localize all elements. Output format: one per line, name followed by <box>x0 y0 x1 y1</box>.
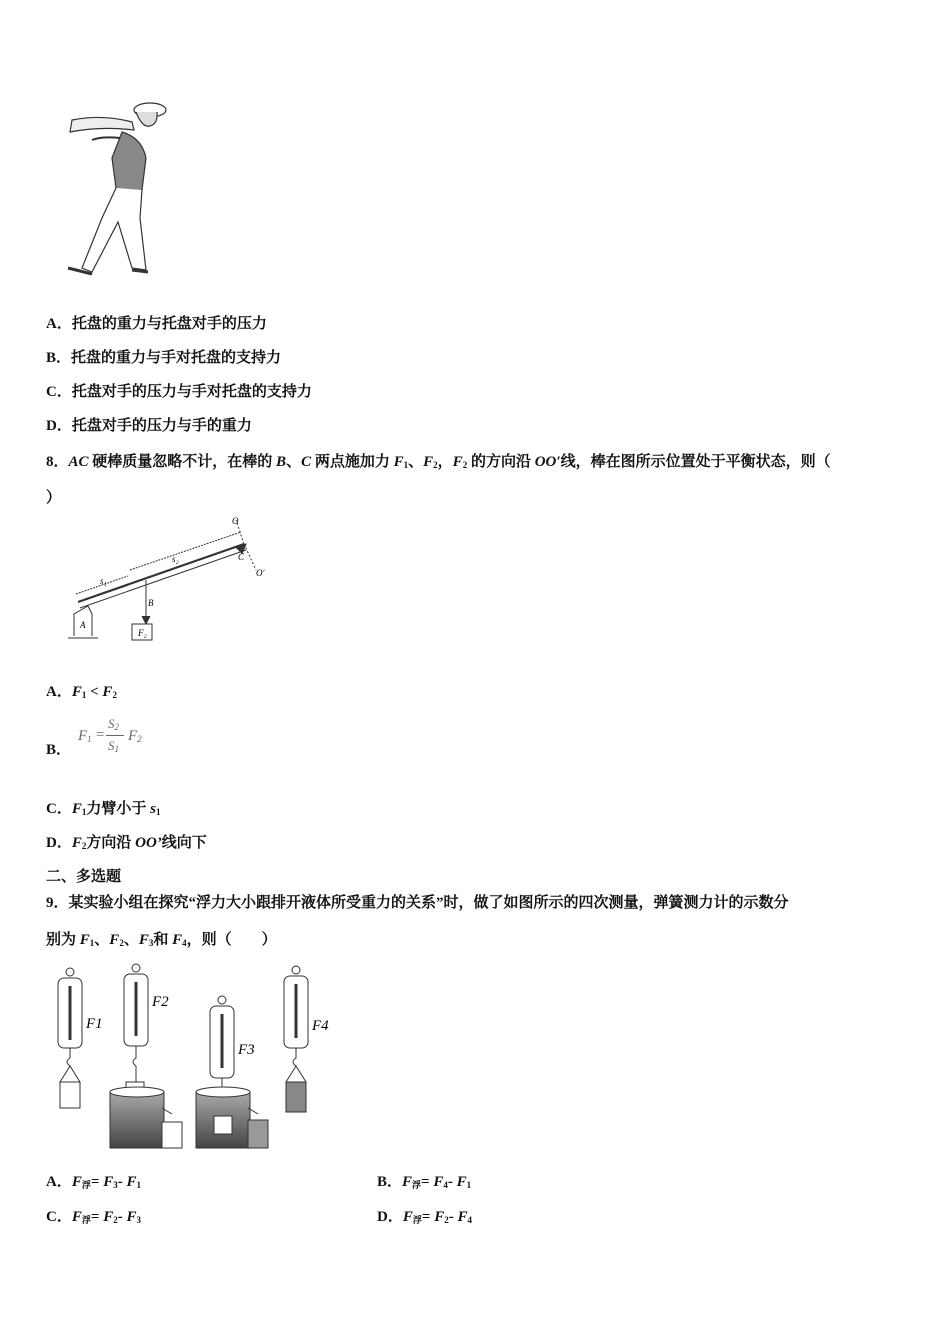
label-A: A <box>80 620 86 630</box>
label-O-prime: O′ <box>256 568 265 578</box>
q7-option-a: A．托盘的重力与托盘对手的压力 <box>46 316 267 332</box>
q7-option-c: C．托盘对手的压力与手对托盘的支持力 <box>46 384 312 400</box>
label-s1: s₁ <box>100 576 107 586</box>
label-B: B <box>148 598 154 608</box>
label-C: C <box>238 552 245 562</box>
q8-stem: 8．AC 硬棒质量忽略不计，在棒的 B、C 两点施加力 $F_1$、$F_2$，$F_2$ 的方向沿 OO′线，棒在图所示位置处于平衡状态，则（ <box>46 454 831 470</box>
waiter-illustration <box>62 98 172 280</box>
q9-stem: 9．某实验小组在探究“浮力大小跟排开液体所受重力的关系”时，做了如图所示的四次测量，弹簧测力计的示数分 <box>46 895 789 911</box>
q9-option-a: A．$F_浮= F_3-$ $F_1$ <box>46 1174 141 1190</box>
spring-scale-figure <box>50 962 340 1154</box>
section-heading: 二、多选题 <box>46 869 122 885</box>
label-F2: F₂ <box>138 628 147 638</box>
label-O: O <box>232 516 239 526</box>
q8-option-d: D．$F_2$方向沿 OO’线向下 <box>46 835 207 851</box>
q8-option-c: C．$F_1$力臂小于 $s_1$ <box>46 801 161 817</box>
label-s2: s₂ <box>172 554 179 564</box>
q9-stem-2: 别为 $F_1$、$F_2$、$F_3$和 $F_4$，则（ ） <box>46 932 277 948</box>
scale-label-f1: F1 <box>86 1016 103 1032</box>
scale-label-f2: F2 <box>152 994 169 1010</box>
q9-option-c: C．$F_浮= F_2-$ $F_3$ <box>46 1209 141 1225</box>
lever-figure <box>66 514 276 644</box>
q7-option-b: B．托盘的重力与手对托盘的支持力 <box>46 350 282 366</box>
scale-label-f3: F3 <box>238 1042 255 1058</box>
q8-option-a: A．$F_1 < F_2$ <box>46 684 117 700</box>
q9-option-b: B．$F_浮= F_4-$ $F_1$ <box>377 1174 472 1190</box>
q8-stem-close: ） <box>46 490 62 506</box>
scale-label-f4: F4 <box>312 1018 329 1034</box>
q8-option-b-letter: B． <box>46 742 72 758</box>
q7-option-d: D．托盘对手的压力与手的重力 <box>46 418 252 434</box>
q9-option-d: D．$F_浮= F_2-$ $F_4$ <box>377 1209 472 1225</box>
